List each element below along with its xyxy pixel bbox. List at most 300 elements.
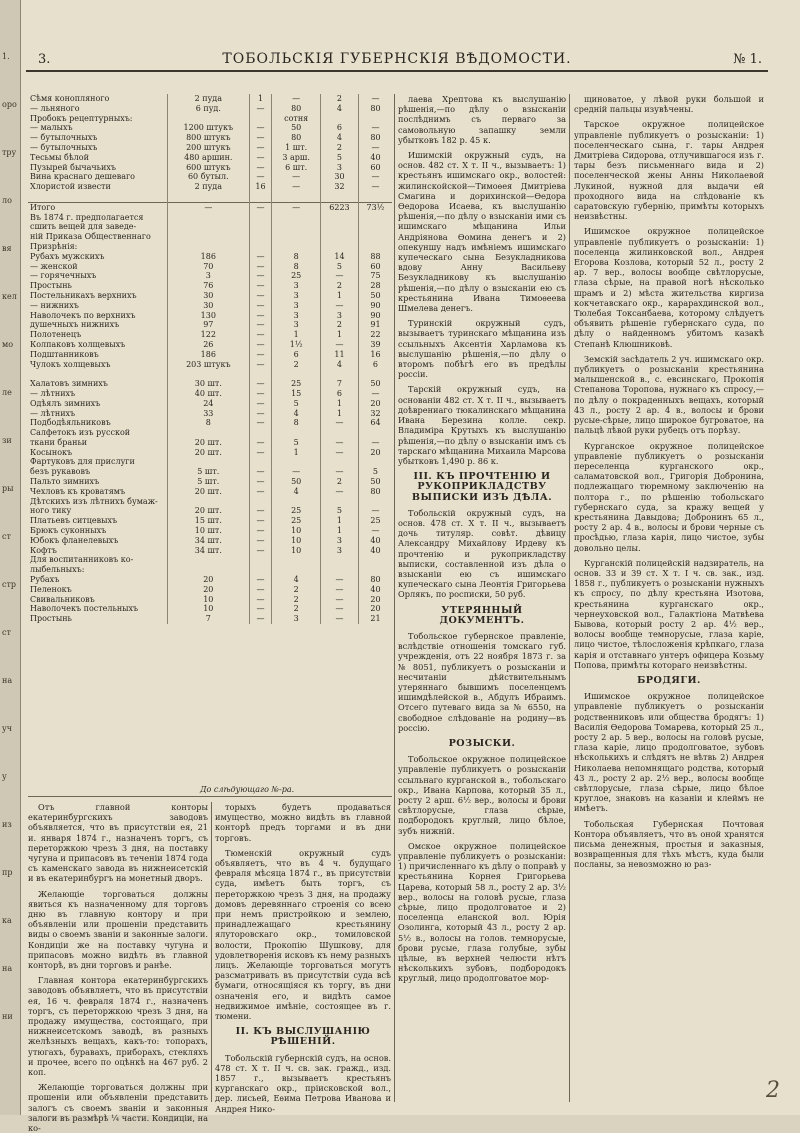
value-cell: — <box>249 163 272 173</box>
value-cell: 1 <box>272 448 321 458</box>
value-cell: — <box>320 487 358 497</box>
value-cell: 2 <box>272 595 321 605</box>
value-cell <box>272 457 321 467</box>
table-row <box>28 291 392 301</box>
item-name-cell: — бутылочныхъ <box>30 133 98 143</box>
value-cell: — <box>358 143 392 153</box>
value-cell: 3 <box>272 320 321 330</box>
value-cell <box>272 565 321 575</box>
strip-fragment: ле <box>2 388 12 397</box>
item-name-cell: Простынь <box>30 281 72 291</box>
table-row <box>28 281 392 291</box>
value-cell: 8 <box>272 262 321 272</box>
value-cell: 20 <box>358 595 392 605</box>
value-cell: 5 <box>358 467 392 477</box>
table-row <box>28 182 392 192</box>
table-row <box>28 163 392 173</box>
value-cell: — <box>249 506 272 516</box>
notice-paragraph: Желающіе торговаться должны при прошеніи или объявленіи представить залогъ съ своемъ званіи и законныя залоги въ размѣрѣ ¼ части. Кондиціи, на ко- <box>28 1082 208 1133</box>
value-cell: 40 <box>358 585 392 595</box>
item-name-cell: Свивальниковъ <box>30 594 95 604</box>
table-row <box>28 526 392 536</box>
value-cell <box>168 232 250 242</box>
value-cell: 16 <box>358 350 392 360</box>
notice-paragraph: Тобольскій окружный судъ, на основ. 478 ст. Х т. II ч., вызываетъ дочь титуляр. совѣт. дѣвицу Александру Михайлову Ирдеву къ прочтенію и рукоприкладству выписки, составленной изъ дѣла о взысканіи ею съ ишимскаго купеческаго сына Леонтія Григорьева Орлякъ, по росписки, 50 руб. <box>398 507 566 600</box>
value-cell: 60 <box>358 262 392 272</box>
table-row <box>28 330 392 340</box>
value-cell: — <box>320 604 358 614</box>
value-cell: — <box>249 585 272 595</box>
table-row <box>28 497 392 507</box>
value-cell: — <box>358 526 392 536</box>
notice-paragraph: Тобольскій губернскій судъ, на основ. 478 ст. Х т. II ч. св. зак. гражд., изд. 1857 г., вызываетъ крестьянъ курганскаго окр., пріисковской вол., дер. лисьей, Еѳима Петрова Иванова и Андрея Нико- <box>215 1052 391 1114</box>
value-cell: 3 арш. <box>272 153 321 163</box>
value-cell: 7 <box>168 614 250 624</box>
value-cell: 2 <box>320 281 358 291</box>
item-name-cell: Хлористой извести <box>30 182 111 192</box>
item-name-cell: Тесьмы бѣлой <box>30 152 89 162</box>
value-cell: 6 пуд. <box>168 104 250 114</box>
value-cell: 5 <box>320 506 358 516</box>
value-cell: 40 <box>358 546 392 556</box>
value-cell <box>168 369 250 379</box>
value-cell: — <box>168 202 250 212</box>
value-cell: — <box>249 418 272 428</box>
value-cell <box>320 565 358 575</box>
value-cell: — <box>358 172 392 182</box>
value-cell: 20 шт. <box>168 506 250 516</box>
value-cell <box>249 213 272 223</box>
strip-fragment: мо <box>2 340 14 349</box>
value-cell: 75 <box>358 271 392 281</box>
value-cell: — <box>249 123 272 133</box>
value-cell: 4 <box>272 409 321 419</box>
item-name-cell: — нижнихъ <box>30 300 79 310</box>
table-row <box>28 172 392 182</box>
value-cell: — <box>320 438 358 448</box>
value-cell <box>358 457 392 467</box>
item-name-cell: Одѣялъ зимнихъ <box>30 398 101 408</box>
item-name-cell: Салфетокъ изъ русской <box>30 428 131 438</box>
value-cell: — <box>320 448 358 458</box>
value-cell <box>358 213 392 223</box>
supplies-table <box>28 94 392 624</box>
strip-fragment: ло <box>2 196 12 205</box>
value-cell: — <box>249 438 272 448</box>
item-name-cell: Косынокъ <box>30 447 73 457</box>
item-name-cell: — малыхъ <box>30 123 73 133</box>
item-name-cell: — лѣтнихъ <box>30 408 76 418</box>
value-cell: — <box>320 418 358 428</box>
value-cell: 3 <box>272 281 321 291</box>
value-cell: 30 шт. <box>168 379 250 389</box>
value-cell: 90 <box>358 301 392 311</box>
value-cell <box>249 555 272 565</box>
item-name-cell: ного тику <box>30 506 72 516</box>
value-cell: 2 <box>272 604 321 614</box>
item-name-cell: Кофтъ <box>30 545 57 555</box>
value-cell: 1 <box>320 526 358 536</box>
value-cell: 1 шт. <box>272 143 321 153</box>
value-cell: 30 <box>168 301 250 311</box>
value-cell: — <box>249 477 272 487</box>
notice-paragraph: Отъ главной конторы екатеринбургскихъ заводовъ объявляется, что въ присутствіи ея, 21 и. января 1874 г., назначенъ торгъ, съ переторжкою чрезъ 3 дня, на поставку чугуна и припасовъ въ теченіи 1874 года съ каменскаго завода въ нижнеисетскій и въ екатеринбургъ на монетный дворъ. <box>28 802 208 884</box>
value-cell <box>249 222 272 232</box>
value-cell: — <box>249 340 272 350</box>
value-cell: 88 <box>358 252 392 262</box>
notice-paragraph: Тюменскій окружный судъ объявляетъ, что въ 4 ч. будущаго февраля мѣсяца 1874 г., въ присутствіи суда, имѣетъ быть торгъ, съ переторжкою чрезъ 3 дня, на продажу домовъ деревяннаго строенія со всею при немъ пристройкою и землею, принадлежащаго крестьянину ялуторовскаго окр., томиловской волости, Прокопію Шушкову, для удовлетворенія исковъ къ нему разныхъ лицъ. Желающіе торговаться могутъ разсматривать въ присутствіи суда всѣ бумаги, относящіяся къ торгу, въ дни означенія его, и видѣть самое недвижимое имѣніе, состоящее въ г. тюмени. <box>215 847 391 1022</box>
notice-paragraph: Ишимскій окружный судъ, на основ. 482 ст. Х т. II ч., вызываетъ: 1) крестьянъ ишимскаго окр., волостей: жилинскойской—Тимоѳея Дмитріева Смагина и дорихинской—Ѳедора Ѳедорова Исаева, къ выслушанію рѣшенія,—по дѣлу о взысканіи ими съ ишимскаго мѣщанина Ильи Андріянова Ѳомина денегъ и 2) опекуншу надъ имѣніемъ ишимскаго купеческаго сына Безукладникова вдову Анну Васильеву Безукладникову къ выслушанію рѣшенія,—по дѣлу о взысканіи ею съ крестьянина Ивана Тимоѳеева Шмелева денегъ. <box>398 150 566 314</box>
table-row <box>28 457 392 467</box>
value-cell: 80 <box>358 487 392 497</box>
value-cell: 6 <box>358 360 392 370</box>
value-cell: 26 <box>168 340 250 350</box>
column-divider <box>569 94 570 1102</box>
value-cell: 25 <box>272 506 321 516</box>
value-cell: 20 <box>168 585 250 595</box>
value-cell: 200 штукъ <box>168 143 250 153</box>
item-name-cell: душечныхъ нижнихъ <box>30 320 120 330</box>
notice-paragraph: Тобольская Губернская Почтовая Контора объявляетъ, что въ оной хранятся письма денежныя, простыя и заказныя, возвращенныя для тѣхъ мѣстъ, куда были посланы, за невозможно ю раз- <box>574 818 764 870</box>
value-cell: 1 <box>249 94 272 104</box>
value-cell: — <box>249 104 272 114</box>
value-cell: — <box>320 467 358 477</box>
strip-fragment: пр <box>2 868 13 877</box>
table-row <box>28 360 392 370</box>
value-cell: — <box>249 614 272 624</box>
value-cell: 1 <box>272 330 321 340</box>
value-cell: — <box>249 320 272 330</box>
table-row <box>28 252 392 262</box>
table-row <box>28 428 392 438</box>
value-cell: 25 <box>272 379 321 389</box>
value-cell: 34 шт. <box>168 546 250 556</box>
value-cell: 34 шт. <box>168 536 250 546</box>
value-cell: 2 <box>320 94 358 104</box>
value-cell: 6 шт. <box>272 163 321 173</box>
value-cell <box>249 565 272 575</box>
value-cell <box>272 242 321 252</box>
value-cell: 800 штукъ <box>168 133 250 143</box>
section-heading: БРОДЯГИ. <box>637 674 701 686</box>
value-cell: 3 <box>272 301 321 311</box>
value-cell: 4 <box>320 360 358 370</box>
value-cell: 32 <box>358 409 392 419</box>
item-name-cell: ткани браньи <box>30 437 88 447</box>
strip-fragment: ни <box>2 1012 13 1021</box>
notice-paragraph: торыхъ будетъ продаваться имущество, можно видѣть въ главной конторѣ предъ торгами и въ дни торговъ. <box>215 802 391 843</box>
value-cell: — <box>249 350 272 360</box>
value-cell: 1 <box>320 516 358 526</box>
value-cell: — <box>249 143 272 153</box>
value-cell: — <box>249 409 272 419</box>
notice-paragraph: Ишимское окружное полицейское управленіе публикуетъ о розысканіи: 1) поселенца жилинковской вол., Андрея Егорова Козлова, который 52 л., росту 2 ар. 7 вер., волосы вообще свѣтлорусые, глаза сѣрые, на правой ногѣ нѣсколько шрамъ и 2) мѣста жительства киргиза кокчетавскаго окр., карарахдинской вол., Тюлебая Токсанбаева, которому слѣдуетъ объявить рѣшеніе губернскаго суда, по дѣлу о найденномъ убитомъ казакѣ Степанѣ Клюшниковѣ. <box>574 226 764 349</box>
strip-fragment: зи <box>2 436 12 445</box>
value-cell: 20 шт. <box>168 448 250 458</box>
value-cell: 3 <box>272 291 321 301</box>
value-cell: 39 <box>358 340 392 350</box>
table-row <box>28 585 392 595</box>
value-cell: 80 <box>358 133 392 143</box>
value-cell <box>320 222 358 232</box>
middle-bottom-column <box>215 802 391 1114</box>
value-cell: 70 <box>168 262 250 272</box>
item-name-cell: Сѣмя конопляного <box>30 94 110 103</box>
strip-fragment: ст <box>2 532 11 541</box>
item-name-cell <box>28 192 168 202</box>
value-cell <box>249 192 272 202</box>
value-cell: — <box>249 360 272 370</box>
value-cell: 80 <box>272 133 321 143</box>
page-number: 3. <box>38 52 51 67</box>
notice-paragraph: Желающіе торговаться должны явиться къ назначенному для торговъ дню въ главную контору и при объявленіи или прошеніи представить виды о своемъ званіи и законные залоги. Кондиціи же на поставку чугуна и припасовъ можно видѣть въ главной конторѣ, въ дни торговъ и ранѣе. <box>28 888 208 971</box>
strip-fragment: ры <box>2 484 14 493</box>
table-row <box>28 114 392 124</box>
value-cell: 30 <box>320 172 358 182</box>
table-row <box>28 438 392 448</box>
value-cell: — <box>320 271 358 281</box>
value-cell: — <box>272 182 321 192</box>
value-cell: 2 пуда <box>168 182 250 192</box>
adjacent-page-strip <box>0 0 21 1115</box>
item-name-cell: Наволочекъ по верхнихъ <box>30 310 136 320</box>
value-cell: — <box>272 467 321 477</box>
value-cell: 203 штукъ <box>168 360 250 370</box>
value-cell: 4 <box>272 575 321 585</box>
value-cell <box>358 369 392 379</box>
value-cell: 40 <box>358 536 392 546</box>
issue-number: № 1. <box>733 52 762 67</box>
table-row <box>28 232 392 242</box>
value-cell: 4 <box>272 487 321 497</box>
item-name-cell: лыбельныхъ: <box>30 565 85 575</box>
table-row <box>28 614 392 624</box>
value-cell: 3 <box>320 163 358 173</box>
value-cell: 186 <box>168 252 250 262</box>
item-name-cell: Дѣтскихъ изъ лѣтнихъ бумаж- <box>30 496 158 506</box>
table-row <box>28 262 392 272</box>
item-name-cell: Подштанниковъ <box>30 349 99 359</box>
strip-fragment: уч <box>2 724 12 733</box>
value-cell: 122 <box>168 330 250 340</box>
value-cell <box>320 428 358 438</box>
page-header <box>26 48 768 72</box>
table-row <box>28 369 392 379</box>
value-cell <box>320 114 358 124</box>
value-cell: 1 <box>320 330 358 340</box>
value-cell: 1 <box>320 409 358 419</box>
value-cell <box>272 369 321 379</box>
handwritten-margin-mark: 2 <box>766 1078 780 1103</box>
value-cell: — <box>320 614 358 624</box>
item-name-cell: Наволочекъ постельныхъ <box>30 604 139 614</box>
value-cell: 20 <box>358 604 392 614</box>
value-cell: 5 <box>272 399 321 409</box>
value-cell <box>249 232 272 242</box>
value-cell <box>168 213 250 223</box>
value-cell: 1200 штукъ <box>168 123 250 133</box>
table-row <box>28 311 392 321</box>
value-cell: 5 <box>272 438 321 448</box>
item-name-cell: Въ 1874 г. предполагается <box>30 212 144 222</box>
strip-fragment: вя <box>2 244 12 253</box>
value-cell <box>249 457 272 467</box>
value-cell: 20 шт. <box>168 487 250 497</box>
value-cell: — <box>249 262 272 272</box>
value-cell: 5 шт. <box>168 467 250 477</box>
value-cell <box>320 213 358 223</box>
item-name-cell: Полотенецъ <box>30 330 82 340</box>
value-cell: — <box>320 585 358 595</box>
value-cell: 7 <box>320 379 358 389</box>
strip-fragment: стр <box>2 580 17 589</box>
value-cell <box>168 192 250 202</box>
item-name-cell: Вина краснаго дешеваго <box>30 172 135 182</box>
table-row <box>28 301 392 311</box>
notice-paragraph: Тобольское окружное полицейское управленіе публикуетъ о розысканіи ссыльнаго курганской в., тобольскаго окр., Ивана Карпова, который 35 л., росту 2 арш. 6½ вер., волосы и брови свѣтлорусые, глаза сѣрые, подбородокъ круглый, лицо бѣлое, зубъ нижній. <box>398 754 566 836</box>
fourth-column <box>574 94 764 1102</box>
item-name-cell: Пеленокъ <box>30 584 72 594</box>
value-cell <box>168 497 250 507</box>
item-name-cell: Платьевъ ситцевыхъ <box>30 516 118 526</box>
table-row <box>28 143 392 153</box>
value-cell <box>272 232 321 242</box>
value-cell: — <box>249 311 272 321</box>
value-cell: 5 <box>320 153 358 163</box>
strip-fragment: тру <box>2 148 17 157</box>
value-cell: — <box>249 399 272 409</box>
table-row <box>28 94 392 104</box>
value-cell <box>358 222 392 232</box>
value-cell: — <box>272 202 321 212</box>
value-cell: 1 <box>320 291 358 301</box>
value-cell <box>358 192 392 202</box>
value-cell: 14 <box>320 252 358 262</box>
item-name-cell: сшить вещей для заведе- <box>30 222 137 232</box>
value-cell: 3 <box>320 536 358 546</box>
item-name-cell: Колпаковъ холщевыхъ <box>30 339 126 349</box>
value-cell: — <box>249 291 272 301</box>
value-cell: — <box>358 438 392 448</box>
notice-paragraph: Ишимское окружное полицейское управленіе публикуетъ о розысканіи родственниковъ или общества бродягъ: 1) Василія Ѳедорова Томарева, который 25 л., росту 2 ар. 5 вер., волосы на головѣ русые, глаза каріе, лицо продолговатое, зубовъ нѣсколькихъ и слѣдятъ не вѣтвь 2) Андрея Николаева непомнящаго родства, который 43 л., росту 2 ар. 2½ вер., волосы вообще свѣтлорусые, глаза сѣрые, лицо бѣлое круглое, знаковъ на казаніи и клеймъ не имѣетъ. <box>574 691 764 814</box>
value-cell: — <box>272 172 321 182</box>
value-cell: 21 <box>358 614 392 624</box>
table-row <box>28 565 392 575</box>
section-heading: РОЗЫСКИ. <box>448 737 516 749</box>
value-cell: 6 <box>272 350 321 360</box>
value-cell: 10 шт. <box>168 526 250 536</box>
value-cell: 2 <box>320 477 358 487</box>
value-cell: сотня <box>272 114 321 124</box>
item-name-cell: Итого <box>28 202 168 212</box>
notice-paragraph: Главная контора екатеринбургскихъ заводовъ объявляетъ, что въ присутствіи ея, 16 ч. февраля 1874 г., назначенъ торгъ, съ переторжкою чрезъ 3 дня, на продажу имущества, состоящаго, при нижнеисетскомъ заводѣ, въ разныхъ желѣзныхъ вещахъ, какъ-то: топорахъ, утюгахъ, буравахъ, приборахъ, стекляхъ и прочее, всего по оцѣнкѣ на 467 руб. 2 коп. <box>28 975 208 1078</box>
column-divider <box>394 94 395 1102</box>
value-cell <box>320 192 358 202</box>
item-name-cell: Для воспитанниковъ ко- <box>30 555 134 565</box>
item-name-cell: Пальто зимнихъ <box>30 477 100 487</box>
item-name-cell: Простынь <box>30 614 72 624</box>
table-row <box>28 487 392 497</box>
table-row <box>28 389 392 399</box>
value-cell <box>249 369 272 379</box>
value-cell <box>358 497 392 507</box>
notice-paragraph: Тарскій окружный судъ, на основаніи 482 ст. Х т. II ч., вызываетъ доѣврениаго тюкалинскаго мѣщанина Ивана Березина колле. секр. Владиміра Крутыхъ къ выслушанію рѣшенія,—по дѣлу о взысканіи имъ съ тарскаго мѣщанина Михаила Марсова убытковъ 1,490 р. 86 к. <box>398 384 566 466</box>
value-cell <box>320 555 358 565</box>
notice-paragraph: Тарское окружное полицейское управленіе публикуетъ о розысканіи: 1) поселенческаго сына, г. тары Андрея Дмитріева Сидорова, отлучившагося изъ г. тары безъ письменнаго вида и 2) поселенческой жены Анны Николаевой Лукиной, нужной для выдачи ей проходного вида на слѣдованіе къ саратовскую губернію, примѣты которыхъ неизвѣстны. <box>574 119 764 222</box>
table-row <box>28 477 392 487</box>
third-column <box>398 94 566 1102</box>
value-cell: 6 <box>320 123 358 133</box>
value-cell: 4 <box>320 133 358 143</box>
value-cell: — <box>249 301 272 311</box>
strip-fragment: у <box>2 772 7 781</box>
item-name-cell: — лѣтнихъ <box>30 388 76 398</box>
value-cell: 3 <box>168 271 250 281</box>
value-cell: 10 <box>272 546 321 556</box>
table-row <box>28 153 392 163</box>
value-cell: 5 шт. <box>168 477 250 487</box>
value-cell: 186 <box>168 350 250 360</box>
value-cell <box>320 232 358 242</box>
value-cell: 10 <box>272 536 321 546</box>
value-cell <box>272 555 321 565</box>
left-bottom-column <box>28 802 208 1133</box>
value-cell: 10 <box>168 604 250 614</box>
value-cell: 3 <box>320 546 358 556</box>
item-name-cell: Рубахъ <box>30 575 60 585</box>
value-cell <box>168 565 250 575</box>
value-cell: 1½ <box>272 340 321 350</box>
value-cell: 22 <box>358 330 392 340</box>
value-cell: — <box>358 94 392 104</box>
value-cell: — <box>249 575 272 585</box>
value-cell: — <box>249 153 272 163</box>
table-row <box>28 213 392 223</box>
value-cell: 50 <box>358 379 392 389</box>
table-row <box>28 506 392 516</box>
table-row <box>28 192 392 202</box>
value-cell: 8 <box>168 418 250 428</box>
item-name-cell: Халатовъ зимнихъ <box>30 379 108 389</box>
item-name-cell: Фартуковъ для прислуги <box>30 457 135 467</box>
table-row <box>28 133 392 143</box>
value-cell <box>272 192 321 202</box>
table-row <box>28 379 392 389</box>
value-cell: 20 шт. <box>168 438 250 448</box>
value-cell <box>272 497 321 507</box>
value-cell <box>272 213 321 223</box>
value-cell: — <box>358 123 392 133</box>
value-cell: 60 бутыл. <box>168 172 250 182</box>
value-cell <box>168 428 250 438</box>
notice-paragraph: щиноватое, у лѣвой руки большой и средній пальцы изувѣчены. <box>574 94 764 115</box>
table-row <box>28 123 392 133</box>
value-cell: 3 <box>320 311 358 321</box>
value-cell: — <box>320 595 358 605</box>
value-cell: 20 <box>358 399 392 409</box>
newspaper-title: ТОБОЛЬСКІЯ ГУБЕРНСКІЯ ВѢДОМОСТИ. <box>222 51 572 67</box>
table-row <box>28 271 392 281</box>
value-cell: — <box>249 133 272 143</box>
value-cell <box>249 497 272 507</box>
value-cell: 3 <box>272 614 321 624</box>
value-cell <box>272 222 321 232</box>
item-name-cell: Юбокъ фланелевыхъ <box>30 535 119 545</box>
item-name-cell: Постельникахъ верхнихъ <box>30 290 137 300</box>
value-cell: 97 <box>168 320 250 330</box>
value-cell: — <box>249 172 272 182</box>
item-name-cell: безъ рукавовъ <box>30 467 91 477</box>
